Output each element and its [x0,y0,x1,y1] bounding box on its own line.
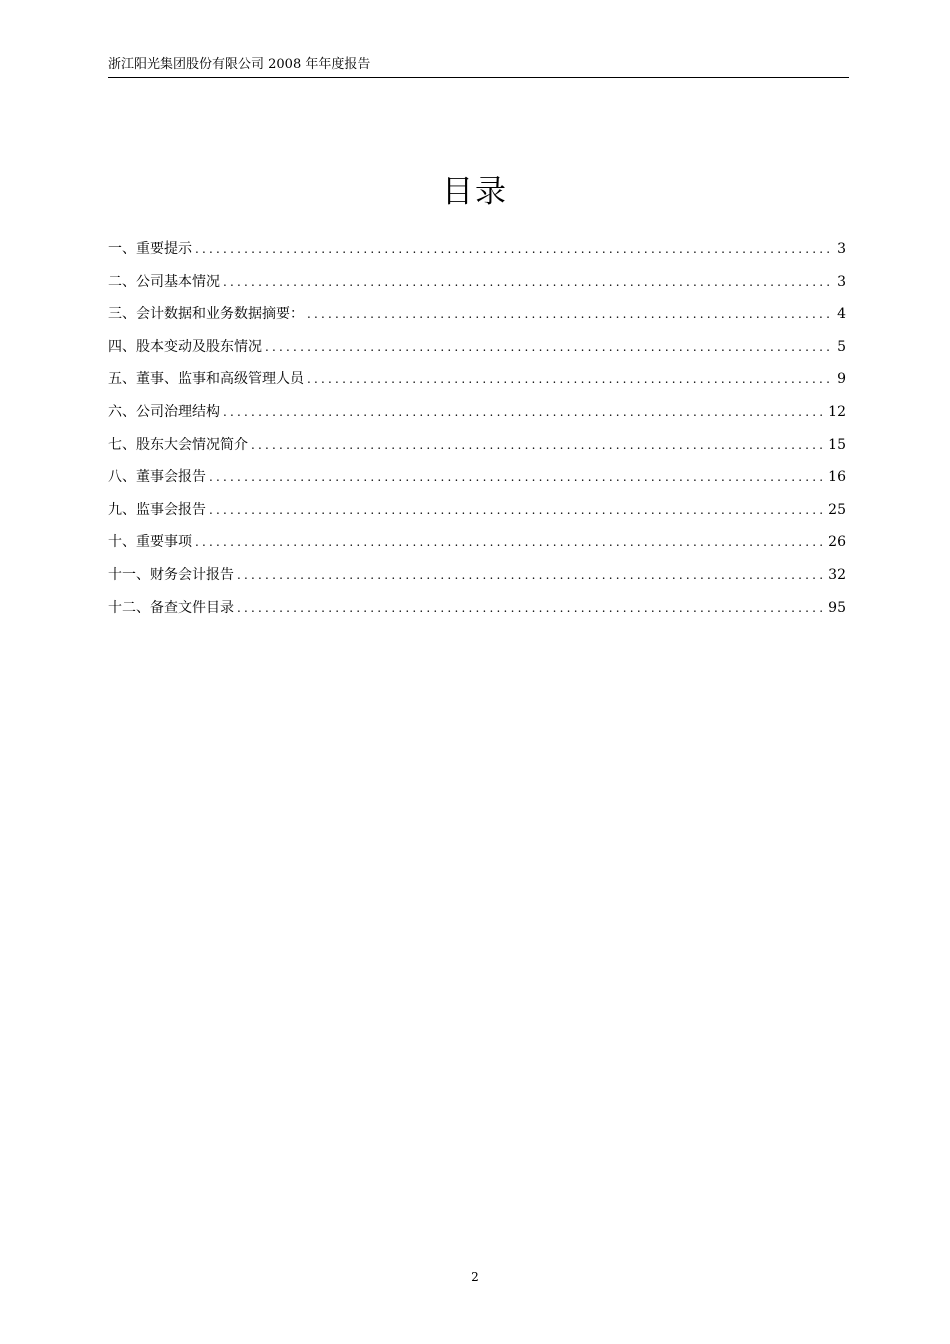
toc-dot-leader [223,269,834,295]
toc-entry-important-notice[interactable] [108,236,846,269]
toc-entry-major-matters[interactable] [108,529,846,562]
header-title: 浙江阳光集团股份有限公司 2008 年年度报告 [108,57,371,72]
toc-entry-label: 十、重要事项 [108,534,192,551]
table-of-contents [108,236,846,627]
toc-entry-page: 15 [828,436,846,453]
toc-entry-reference-documents[interactable] [108,595,846,628]
toc-entry-label: 四、股本变动及股东情况 [108,338,262,355]
toc-entry-management[interactable] [108,366,846,399]
toc-dot-leader [195,236,834,262]
toc-entry-page: 32 [828,566,846,583]
toc-dot-leader [237,562,825,588]
toc-dot-leader [209,497,825,523]
toc-dot-leader [223,399,825,425]
toc-entry-supervisory-report[interactable] [108,497,846,530]
toc-entry-label: 七、股东大会情况简介 [108,436,248,453]
toc-entry-label: 三、会计数据和业务数据摘要： [108,306,304,323]
toc-dot-leader [251,432,825,458]
toc-entry-label: 六、公司治理结构 [108,403,220,420]
toc-entry-page: 9 [837,371,846,388]
toc-entry-page: 5 [837,338,846,355]
page-header [108,57,849,78]
toc-entry-label: 一、重要提示 [108,241,192,257]
toc-dot-leader [209,464,825,490]
toc-entry-financial-report[interactable] [108,562,846,595]
toc-entry-governance[interactable] [108,399,846,432]
toc-entry-label: 二、公司基本情况 [108,273,220,290]
toc-dot-leader [265,334,834,360]
toc-entry-shareholder-meeting[interactable] [108,432,846,465]
toc-entry-page: 3 [837,241,846,257]
toc-entry-label: 十一、财务会计报告 [108,566,234,583]
toc-entry-page: 25 [828,501,846,518]
toc-entry-board-report[interactable] [108,464,846,497]
toc-entry-page: 26 [828,534,846,551]
page-title: 目录 [442,174,508,210]
toc-entry-company-info[interactable] [108,269,846,302]
page-number: 2 [471,1270,479,1284]
toc-dot-leader [307,366,834,392]
toc-entry-page: 3 [837,273,846,290]
toc-entry-page: 4 [837,306,846,323]
toc-entry-data-summary[interactable] [108,301,846,334]
toc-entry-page: 16 [828,469,846,486]
toc-entry-label: 九、监事会报告 [108,501,206,518]
toc-entry-share-capital[interactable] [108,334,846,367]
toc-dot-leader [307,301,834,327]
toc-dot-leader [237,595,825,621]
toc-entry-label: 八、董事会报告 [108,469,206,486]
toc-entry-label: 十二、备查文件目录 [108,599,234,616]
toc-entry-page: 12 [828,403,846,420]
toc-dot-leader [195,529,825,555]
toc-entry-page: 95 [828,599,846,616]
toc-entry-label: 五、董事、监事和高级管理人员 [108,371,304,388]
